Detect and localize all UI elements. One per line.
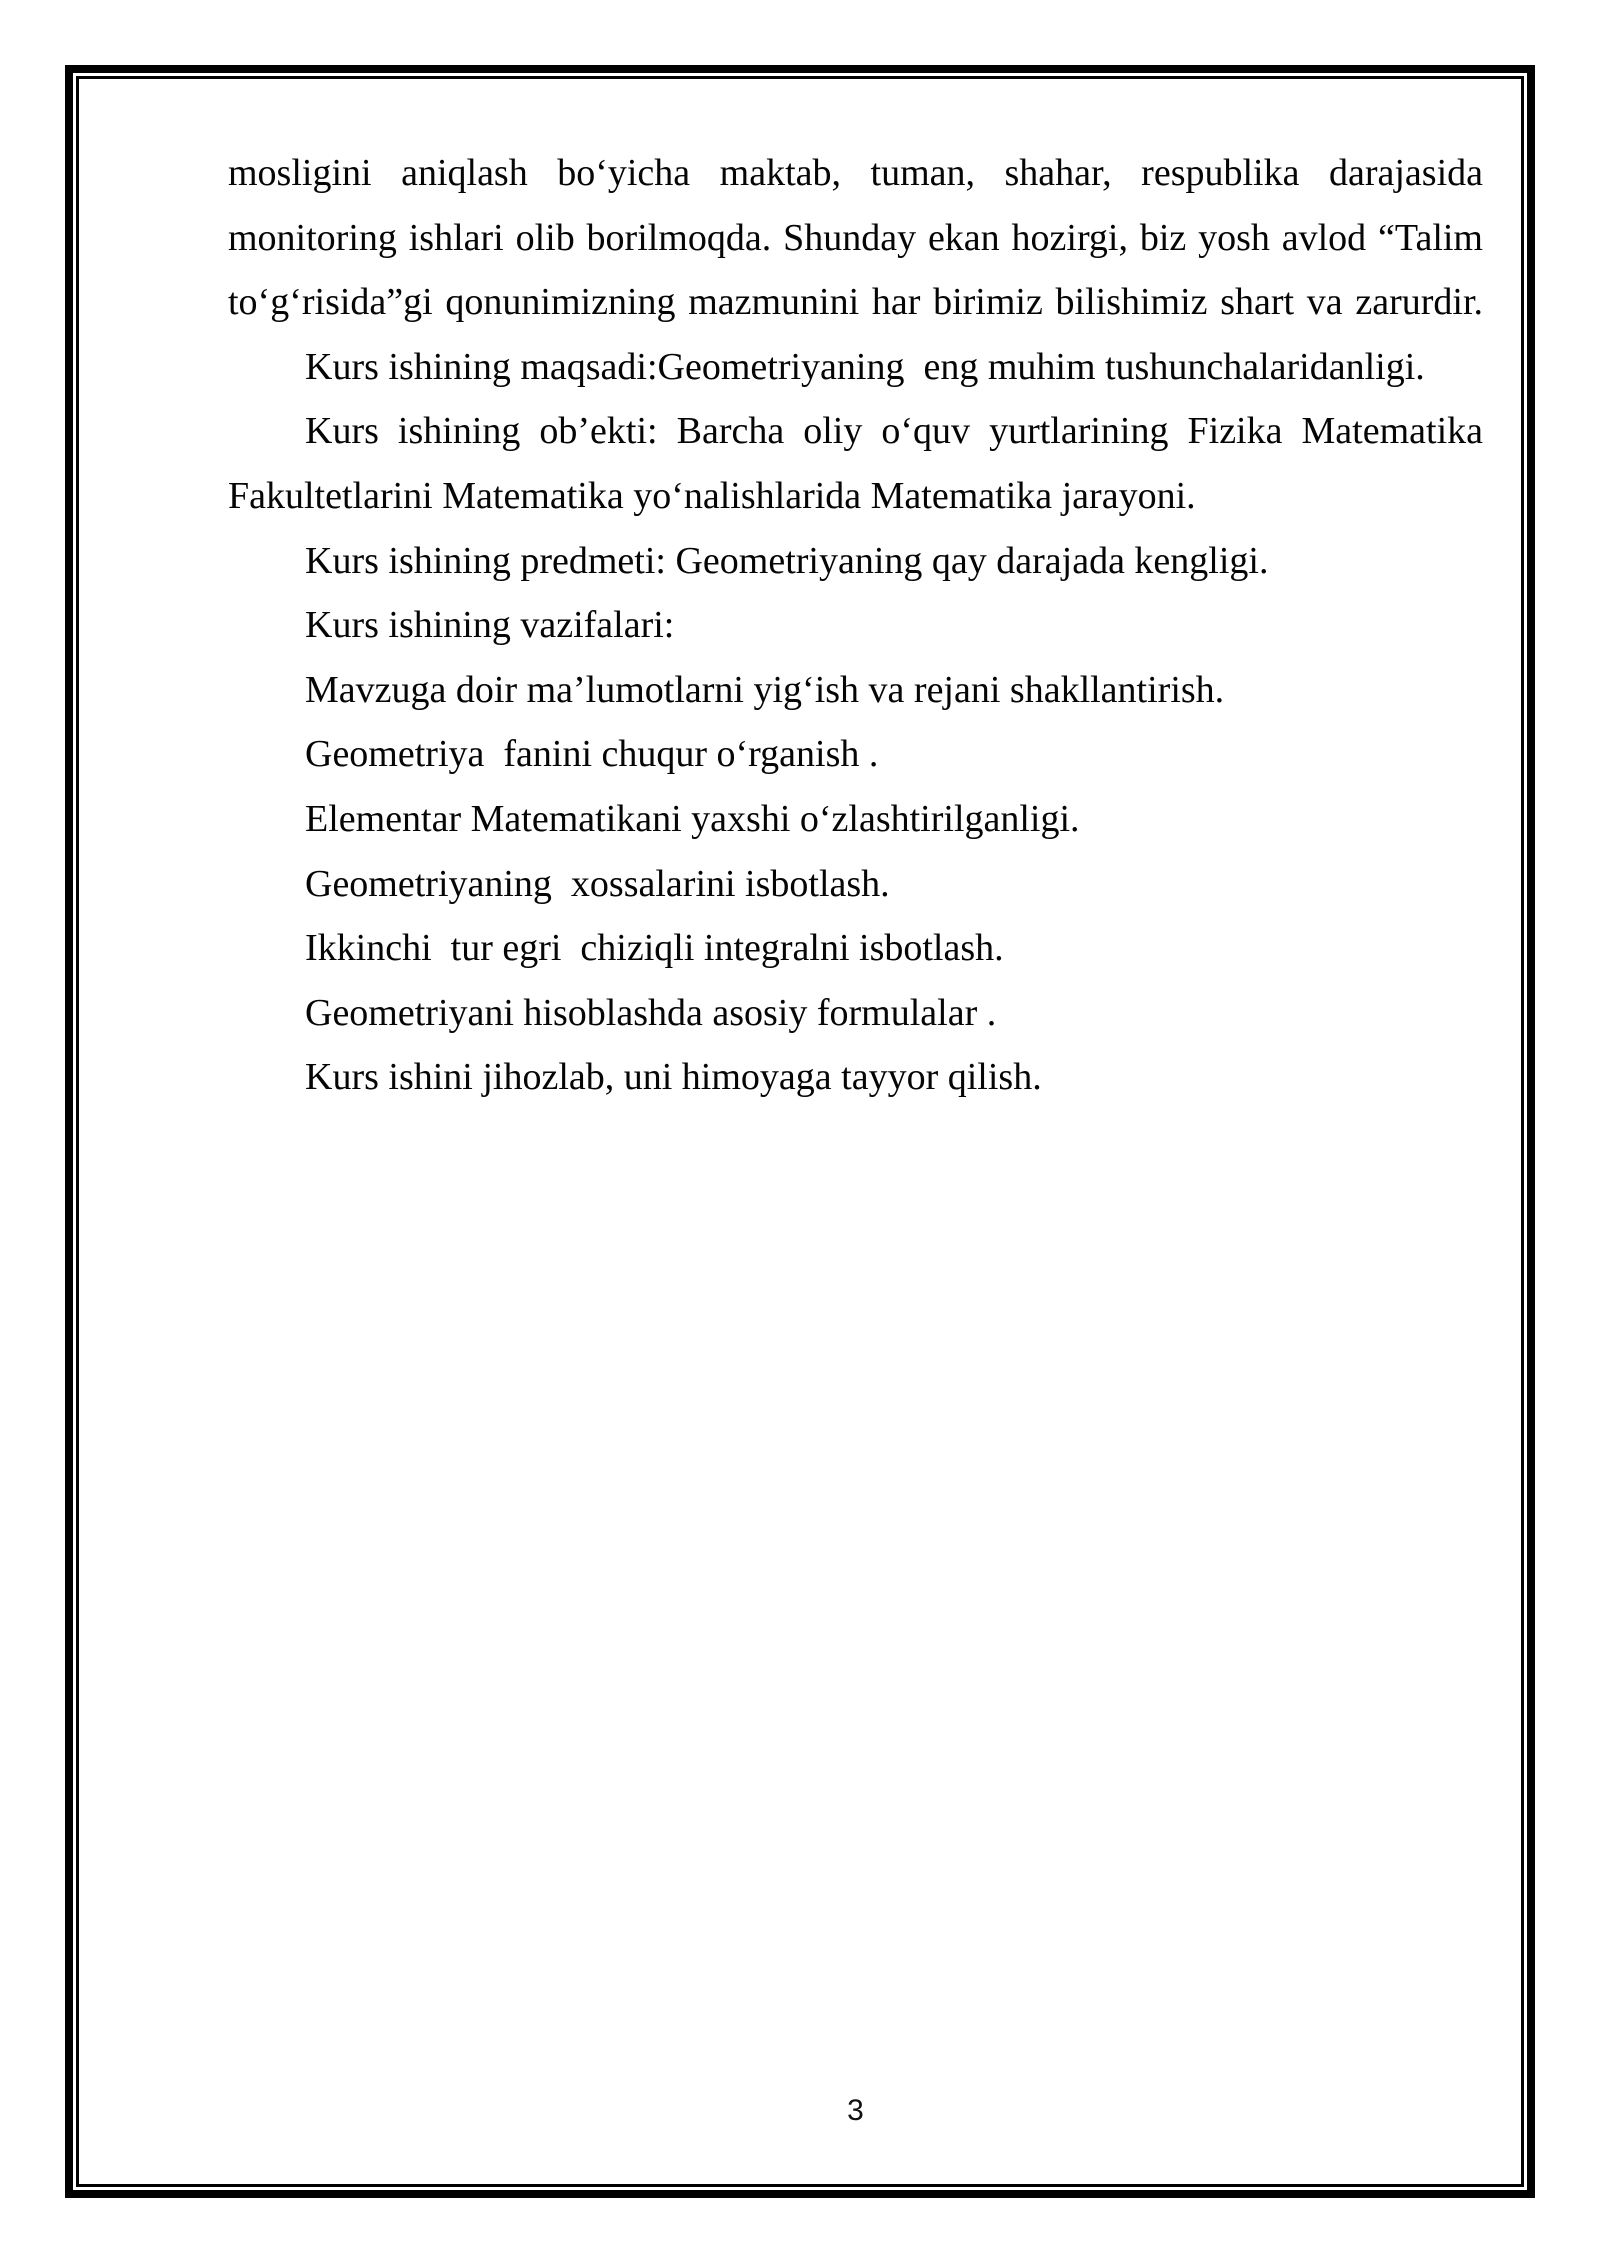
text-line: Geometriyani hisoblashda asosiy formulalar . bbox=[305, 991, 997, 1034]
text-line: Kurs ishining ob’ekti: Barcha oliy oʻquv yurtlarining Fizika Matematika bbox=[305, 410, 1483, 453]
text-line: monitoring ishlari olib borilmoqda. Shunday ekan hozirgi, biz yosh avlod “Talim bbox=[228, 216, 1483, 259]
text-line: toʻgʻrisida”gi qonunimizning mazmunini har birimiz bilishimiz shart va zarurdir. bbox=[228, 281, 1483, 324]
text-line: Kurs ishining vazifalari: bbox=[305, 604, 675, 647]
text-line: Kurs ishini jihozlab, uni himoyaga tayyor qilish. bbox=[305, 1056, 1042, 1099]
text-line: Kurs ishining maqsadi:Geometriyaning eng muhim tushunchalaridanligi. bbox=[305, 345, 1425, 388]
text-line: Geometriya fanini chuqur oʻrganish . bbox=[305, 733, 879, 776]
text-line: Fakultetlarini Matematika yoʻnalishlarida Matematika jarayoni. bbox=[228, 474, 1196, 517]
text-line: Mavzuga doir ma’lumotlarni yigʻish va rejani shakllantirish. bbox=[305, 668, 1225, 711]
text-line: Elementar Matematikani yaxshi oʻzlashtirilganligi. bbox=[305, 797, 1080, 840]
document-body-text bbox=[228, 141, 1483, 1110]
text-line: Ikkinchi tur egri chiziqli integralni isbotlash. bbox=[305, 927, 1004, 970]
text-line: Kurs ishining predmeti: Geometriyaning qay darajada kengligi. bbox=[305, 539, 1269, 582]
text-line: mosligini aniqlash boʻyicha maktab, tuman, shahar, respublika darajasida bbox=[228, 152, 1483, 194]
text-line: Geometriyaning xossalarini isbotlash. bbox=[305, 862, 890, 905]
page-number: 3 bbox=[847, 2094, 864, 2127]
